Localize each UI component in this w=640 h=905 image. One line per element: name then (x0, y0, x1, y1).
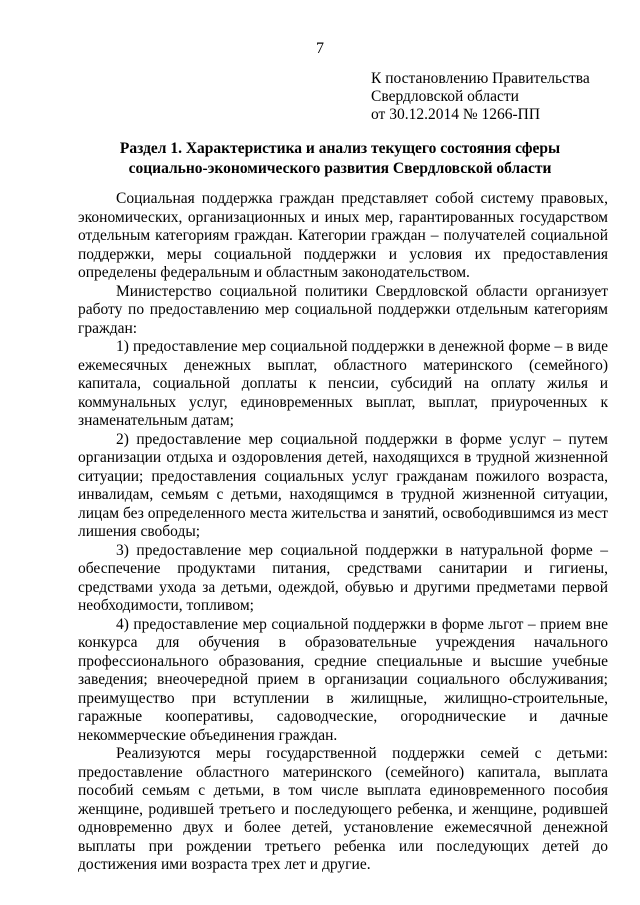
body-text (78, 190, 608, 875)
section-title (60, 139, 620, 179)
section-title-line: Раздел 1. Характеристика и анализ текущего состояния сферы (119, 140, 561, 157)
list-item-paragraph: 4) предоставление мер социальной поддержки в форме льгот – прием вне конкурса для обучения в образовательные учреждения начального профессионального образования, средние специальные и высшие учебные заведения; внеочередной прием в организации социального обслуживания; преимущество при вступлении в жилищные, жилищно-строительные, гаражные кооперативы, садоводческие, огороднические и дачные некоммерческие объединения граждан. (78, 615, 608, 744)
page-number: 7 (316, 40, 324, 57)
attachment-line: Свердловской области (371, 88, 519, 105)
paragraph: Реализуются меры государственной поддержки семей с детьми: предоставление областного материнского (семейного) капитала, выплата пособий семьям с детьми, в том числе выплата единовременного пособия женщине, родившей третьего и последующего ребенка, и женщине, родившей одновременно двух и более детей, установление ежемесячной денежной выплаты при рождении третьего ребенка или последующих детей до достижения ими возраста трех лет и другие. (78, 745, 608, 873)
attachment-line: К постановлению Правительства (371, 70, 590, 87)
paragraph: Министерство социальной политики Свердловской области организует работу по предоставлению мер социальной поддержки отдельным категориям граждан: (78, 282, 608, 337)
attachment-reference (371, 70, 590, 124)
paragraph: Социальная поддержка граждан представляет собой систему правовых, экономических, организационных и иных мер, гарантированных государством отдельным категориям граждан. Категории граждан – получателей социальной поддержки, меры социальной поддержки и условия их предоставления определены федеральным и областным законодательством. (78, 190, 608, 281)
list-item-paragraph: 2) предоставление мер социальной поддержки в форме услуг – путем организации отдыха и оздоровления детей, находящихся в трудной жизненной ситуации; предоставления социальных услуг гражданам пожилого возраста, инвалидам, семьям с детьми, находящимся в трудной жизненной ситуации, лицам без определенного места жительства и занятий, освободившимся из мест лишения свободы; (78, 430, 608, 540)
attachment-line: от 30.12.2014 № 1266-ПП (371, 106, 541, 123)
list-item-paragraph: 1) предоставление мер социальной поддержки в денежной форме – в виде ежемесячных денежных выплат, областного материнского (семейного) капитала, социальной доплаты к пенсии, субсидий на оплату жилья и коммунальных услуг, единовременных выплат, выплат, приуроченных к знаменательным датам; (78, 338, 608, 429)
list-item-paragraph: 3) предоставление мер социальной поддержки в натуральной форме – обеспечение продуктами питания, средствами санитарии и гигиены, средствами ухода за детьми, одеждой, обувью и другими предметами первой необходимости, топливом; (78, 541, 608, 614)
section-title-line: социально-экономического развития Свердловской области (128, 160, 552, 177)
